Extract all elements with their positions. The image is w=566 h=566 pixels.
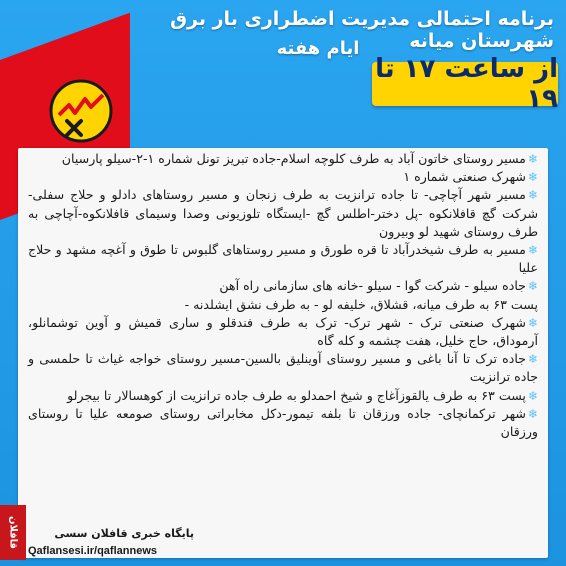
time-range-banner <box>372 54 558 114</box>
schedule-card <box>18 148 548 558</box>
news-agency-name: پایگاه خبری قافلان سسی <box>54 527 194 540</box>
list-item: پست ۶۳ به طرف میانه، قشلاق، خلیفه لو - به طرف نشق ایشلدنه - <box>184 296 538 312</box>
schedule-list <box>28 150 538 441</box>
list-item: ❄مسیر به طرف شیخدرآباد تا قره طورق و مسیر روستاهای گلبوس تا طوق و آغچه مشهد و حلاج علیا <box>28 242 538 276</box>
list-item: ❄شهرک صنعتی ترک - شهر ترک- ترک به طرف فندقلو و ساری قمیش و آوین توشمانلو، آرموداق، حاج خلیل، هفت چشمه و کله گاه <box>28 314 538 349</box>
page-title: برنامه احتمالی مدیریت اضطراری بار برق شهرستان میانه <box>170 8 554 52</box>
list-item: ❄پست ۶۳ به طرف یالقوزآغاج و شیخ احمدلو به طرف جاده ترانزیت از کوهسالار تا بیجرلو <box>67 387 538 403</box>
power-company-logo-icon <box>45 75 117 147</box>
snowflake-bullet-icon: ❄ <box>527 243 538 258</box>
snowflake-bullet-icon: ❄ <box>527 188 538 203</box>
news-agency-url: Qaflansesi.ir/qaflannews <box>28 545 157 557</box>
list-item: ❄شهرک صنعتی شماره ۱ <box>403 169 538 185</box>
list-item: ❄مسیر روستای خاتون آباد به طرف کلوچه اسلام-جاده تبریز تونل شماره ۱-۲-سیلو پارسیان <box>61 151 538 166</box>
snowflake-bullet-icon: ❄ <box>527 170 538 185</box>
snowflake-bullet-icon: ❄ <box>527 315 538 330</box>
news-agency-badge: قافلان <box>0 505 26 560</box>
snowflake-bullet-icon: ❄ <box>527 152 538 166</box>
time-range-label: از ساعت ۱۷ تا ۱۹ <box>375 54 558 114</box>
list-item: ❄شهر ترکمانچای- جاده ورزقان تا بلفه تیمور-دکل مخابراتی روستای صومعه علیا تا روستای ورزقان <box>28 405 538 440</box>
list-item: ❄جاده ترک تا آنا باغی و مسیر روستای آوینلیق بالسین-مسیر روستای خواجه غیاث تا حلمسی و جاده ترانزیت <box>28 351 538 385</box>
snowflake-bullet-icon: ❄ <box>527 352 538 367</box>
list-item: ❄مسیر شهر آچاچی- تا جاده ترانزیت به طرف زنجان و مسیر روستاهای دادلو و حلاج سفلی-شرکت گچ قافلانکوه -پل دختر-اطلس گچ -ایستگاه تلوزیونی وصدا وسیمای قافلانکوه-آچاچی به طرف روستای شهید لو وبیرون <box>28 187 538 239</box>
list-item: ❄جاده سیلو - شرکت گوا - سیلو -خانه های سازمانی راه آهن <box>219 278 538 294</box>
snowflake-bullet-icon: ❄ <box>527 279 538 294</box>
snowflake-bullet-icon: ❄ <box>527 406 538 421</box>
page-subtitle: ایام هفته <box>276 38 360 59</box>
snowflake-bullet-icon: ❄ <box>527 388 538 403</box>
